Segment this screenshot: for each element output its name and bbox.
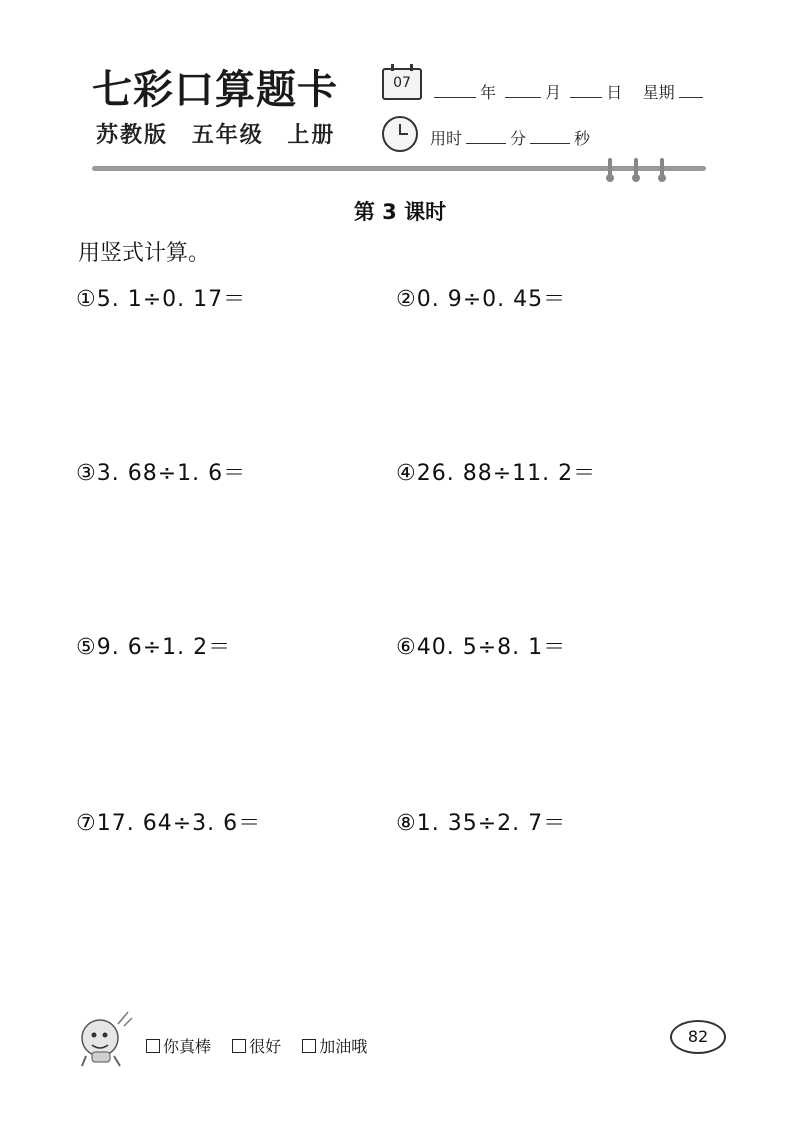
problem-2: ②0. 9÷0. 45＝ bbox=[396, 287, 567, 312]
problem-8: ⑧1. 35÷2. 7＝ bbox=[396, 811, 567, 836]
month-label: 月 bbox=[545, 83, 562, 102]
year-label: 年 bbox=[480, 83, 497, 102]
time-used-label: 用时 bbox=[430, 129, 463, 148]
second-blank[interactable] bbox=[530, 129, 570, 144]
time-fill-line bbox=[430, 126, 590, 149]
rating-good-label: 很好 bbox=[249, 1037, 282, 1056]
problem-1: ①5. 1÷0. 17＝ bbox=[76, 287, 247, 312]
minute-blank[interactable] bbox=[466, 129, 506, 144]
page-number: 82 bbox=[670, 1020, 726, 1054]
day-blank[interactable] bbox=[570, 83, 602, 98]
instruction: 用竖式计算。 bbox=[78, 241, 211, 266]
problem-5: ⑤9. 6÷1. 2＝ bbox=[76, 635, 232, 660]
problem-4: ④26. 88÷11. 2＝ bbox=[396, 461, 597, 486]
clock-icon bbox=[382, 116, 418, 152]
rating-great[interactable] bbox=[146, 1037, 211, 1056]
problem-3: ③3. 68÷1. 6＝ bbox=[76, 461, 247, 486]
header-divider bbox=[92, 166, 706, 171]
rating-keep-going[interactable] bbox=[302, 1037, 367, 1056]
grade-label: 五年级 bbox=[191, 123, 264, 148]
weekday-blank[interactable] bbox=[679, 83, 703, 98]
second-label: 秒 bbox=[574, 129, 591, 148]
calendar-day: 07 bbox=[393, 75, 411, 91]
self-rating bbox=[146, 1034, 383, 1057]
problem-7: ⑦17. 64÷3. 6＝ bbox=[76, 811, 262, 836]
date-fill-line bbox=[430, 80, 707, 103]
volume-label: 上册 bbox=[287, 123, 336, 148]
edition-subtitle bbox=[96, 118, 349, 149]
rating-great-checkbox[interactable] bbox=[146, 1039, 160, 1053]
month-blank[interactable] bbox=[505, 83, 541, 98]
binder-pin-icon bbox=[660, 158, 664, 180]
rating-good-checkbox[interactable] bbox=[232, 1039, 246, 1053]
rating-good[interactable] bbox=[232, 1037, 281, 1056]
year-blank[interactable] bbox=[434, 83, 476, 98]
mascot-icon bbox=[72, 1008, 136, 1068]
rating-keep-going-label: 加油哦 bbox=[319, 1037, 368, 1056]
lesson-title: 第 3 课时 bbox=[353, 200, 447, 224]
binder-pin-icon bbox=[634, 158, 638, 180]
edition-label: 苏教版 bbox=[96, 123, 169, 148]
problem-6: ⑥40. 5÷8. 1＝ bbox=[396, 635, 567, 660]
brand-title: 七彩口算题卡 bbox=[92, 66, 338, 113]
weekday-label: 星期 bbox=[642, 83, 675, 102]
rating-keep-going-checkbox[interactable] bbox=[302, 1039, 316, 1053]
binder-pin-icon bbox=[608, 158, 612, 180]
rating-great-label: 你真棒 bbox=[163, 1037, 212, 1056]
calendar-icon bbox=[382, 68, 422, 100]
minute-label: 分 bbox=[510, 129, 527, 148]
day-label: 日 bbox=[606, 83, 623, 102]
